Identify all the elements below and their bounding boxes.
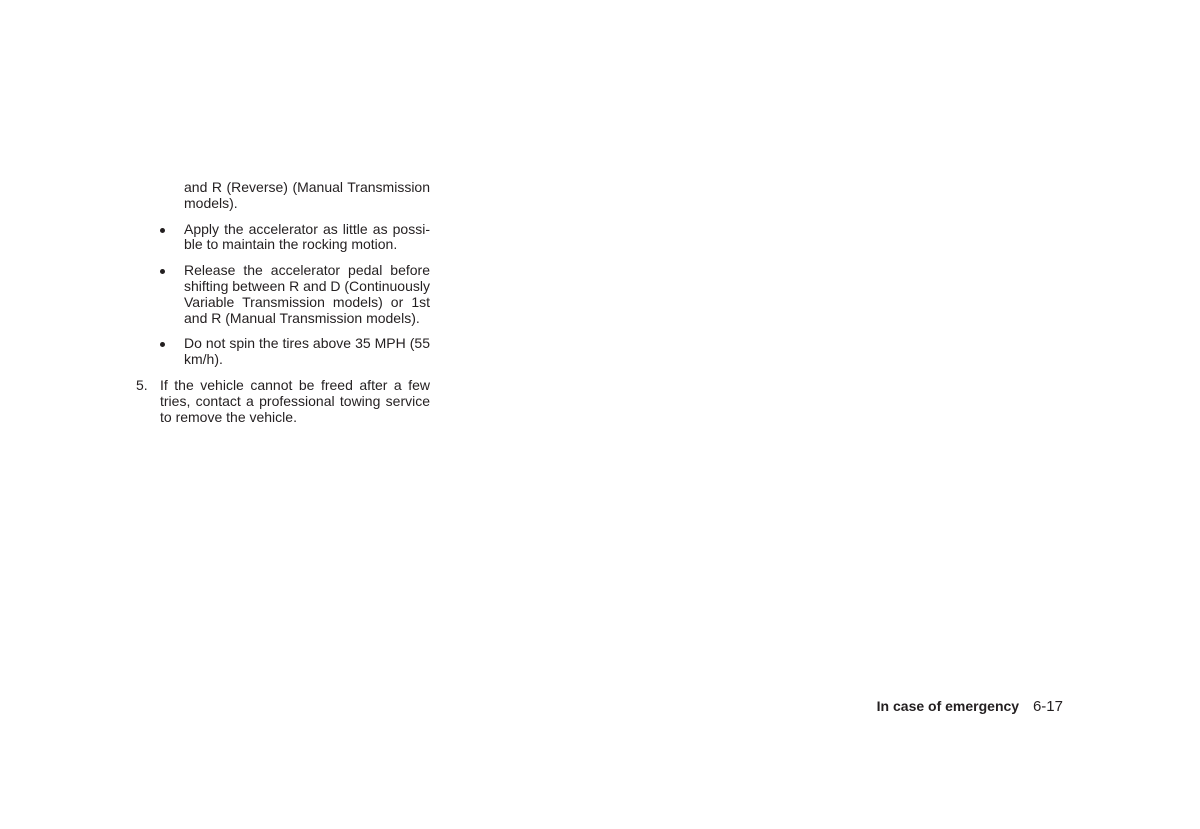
bullet-item [136, 336, 430, 368]
bullet-text: Apply the accelerator as little as possible to maintain the rocking motion. [184, 220, 430, 253]
bullet-icon [160, 228, 165, 233]
page-footer [877, 698, 1063, 715]
bullet-text: Do not spin the tires above 35 MPH (55 km/h). [184, 335, 430, 368]
continuation-paragraph: and R (Reverse) (Manual Transmission models). [184, 179, 430, 211]
text-column [136, 180, 430, 425]
step-text: If the vehicle cannot be freed after a few tries, contact a professional towing service to remove the vehicle. [160, 376, 430, 425]
section-title: In case of emergency [876, 698, 1020, 714]
bullet-text: Release the accelerator pedal before shifting between R and D (Continuously Variable Transmission models) or 1st and R (Manual Transmission models). [184, 262, 430, 326]
bullet-icon [160, 342, 165, 347]
step-number: 5. [136, 376, 148, 393]
bullet-item [136, 263, 430, 326]
numbered-step [136, 378, 430, 425]
page-number: 6-17 [1032, 698, 1063, 715]
bullet-item [136, 222, 430, 254]
bullet-icon [160, 269, 165, 274]
